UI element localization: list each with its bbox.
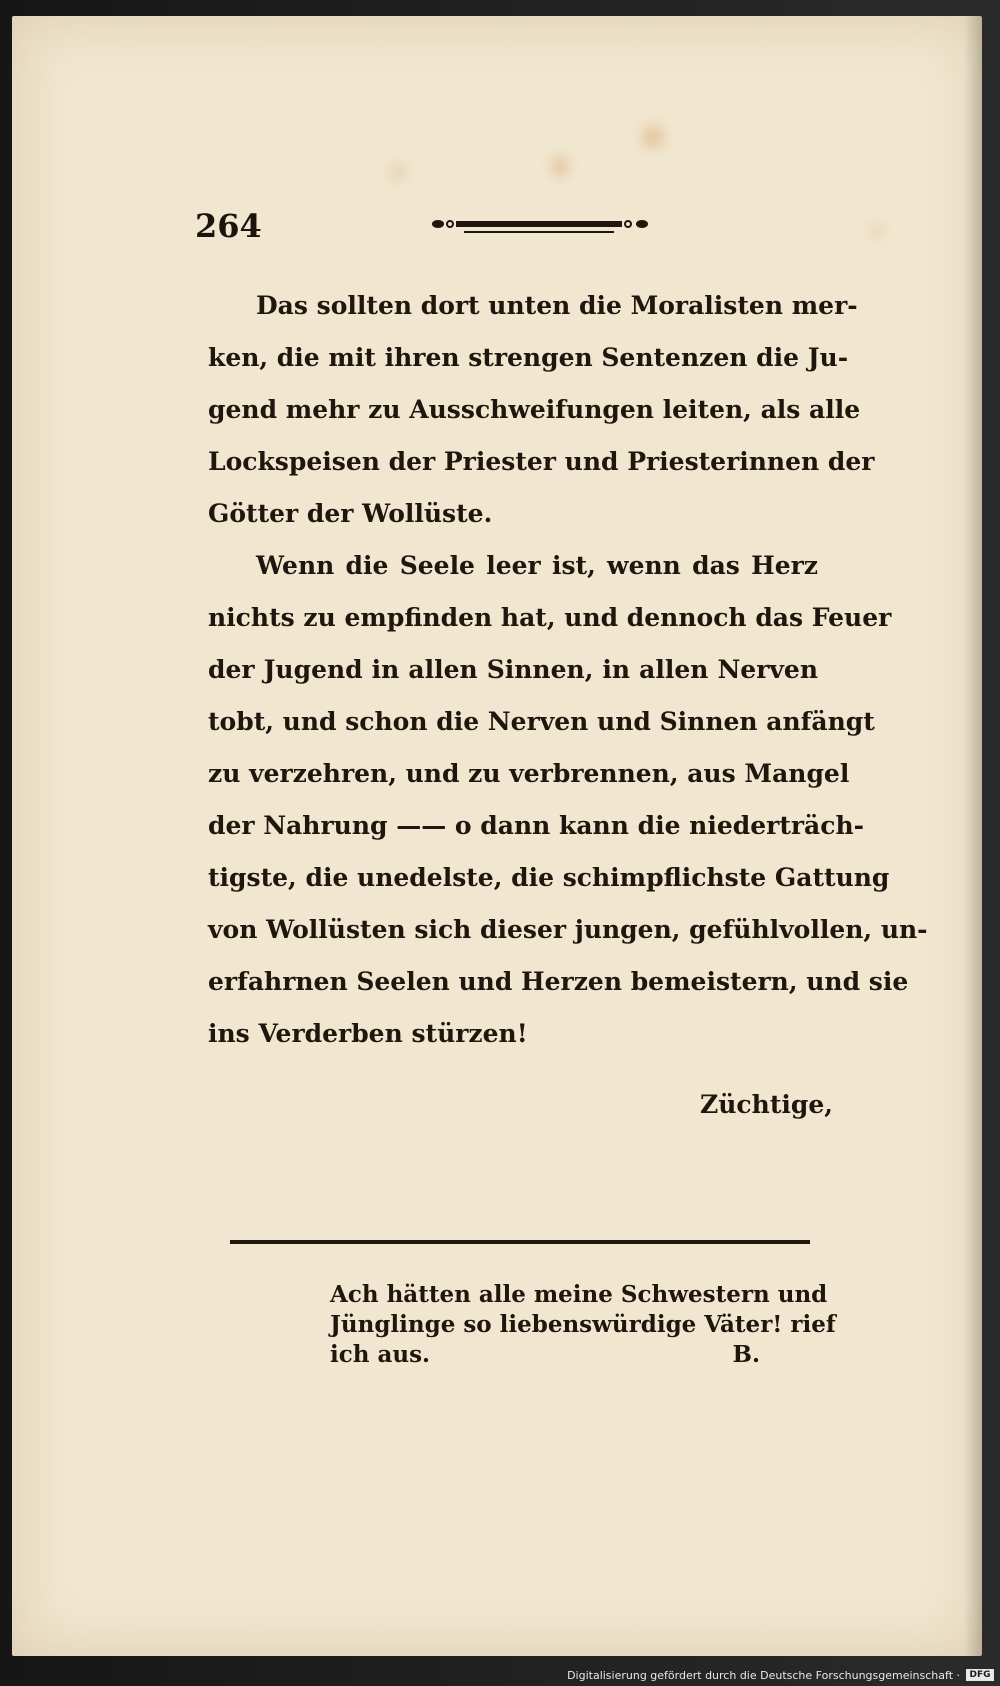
text-line: ken, die mit ihren strengen Sentenzen die Ju- bbox=[208, 343, 849, 372]
text-line: erfahrnen Seelen und Herzen bemeistern, und sie bbox=[208, 967, 909, 996]
footnote-line: ich aus. bbox=[330, 1341, 431, 1368]
text-line: Lockspeisen der Priester und Priesterinnen der bbox=[208, 447, 875, 476]
text-line: gend mehr zu Ausschweifungen leiten, als alle bbox=[208, 395, 861, 424]
text-line: von Wollüsten sich dieser jungen, gefühlvollen, un- bbox=[208, 915, 928, 944]
text-line: zu verzehren, und zu verbrennen, aus Mangel bbox=[208, 759, 850, 788]
footnote bbox=[330, 1280, 836, 1370]
page-gutter-shadow bbox=[964, 16, 982, 1656]
footnote-signature: B. bbox=[732, 1341, 760, 1368]
text-line: Wenn die Seele leer ist, wenn das Herz bbox=[256, 551, 818, 580]
page-number: 264 bbox=[195, 207, 262, 245]
text-line: der Nahrung —— o dann kann die niederträch- bbox=[208, 811, 865, 840]
footnote-line: Ach hätten alle meine Schwestern und bbox=[330, 1281, 828, 1308]
text-line: der Jugend in allen Sinnen, in allen Nerven bbox=[208, 655, 818, 684]
dfg-logo-icon: DFG bbox=[966, 1669, 994, 1681]
catchword: Züchtige, bbox=[700, 1090, 833, 1119]
foxing-stain bbox=[392, 166, 404, 178]
text-line: Götter der Wollüste. bbox=[208, 499, 493, 528]
header-ornament bbox=[430, 215, 650, 241]
foxing-stain bbox=[872, 226, 882, 236]
credit-text: Digitalisierung gefördert durch die Deutsche Forschungsgemeinschaft · bbox=[567, 1668, 960, 1682]
page-header bbox=[195, 207, 815, 247]
text-line: Das sollten dort unten die Moralisten mer- bbox=[256, 291, 858, 320]
text-line: tigste, die unedelste, die schimpflichste Gattung bbox=[208, 863, 890, 892]
digitization-credit bbox=[567, 1666, 994, 1684]
footnote-last-line bbox=[330, 1340, 820, 1370]
footnote-rule bbox=[230, 1238, 810, 1246]
text-line: nichts zu empfinden hat, und dennoch das Feuer bbox=[208, 603, 892, 632]
foxing-stain bbox=[552, 156, 568, 176]
footnote-line: Jünglinge so liebenswürdige Väter! rief bbox=[330, 1311, 836, 1338]
main-text bbox=[208, 280, 928, 1060]
foxing-stain bbox=[642, 126, 664, 148]
text-line: ins Verderben stürzen! bbox=[208, 1019, 528, 1048]
text-line: tobt, und schon die Nerven und Sinnen anfängt bbox=[208, 707, 875, 736]
